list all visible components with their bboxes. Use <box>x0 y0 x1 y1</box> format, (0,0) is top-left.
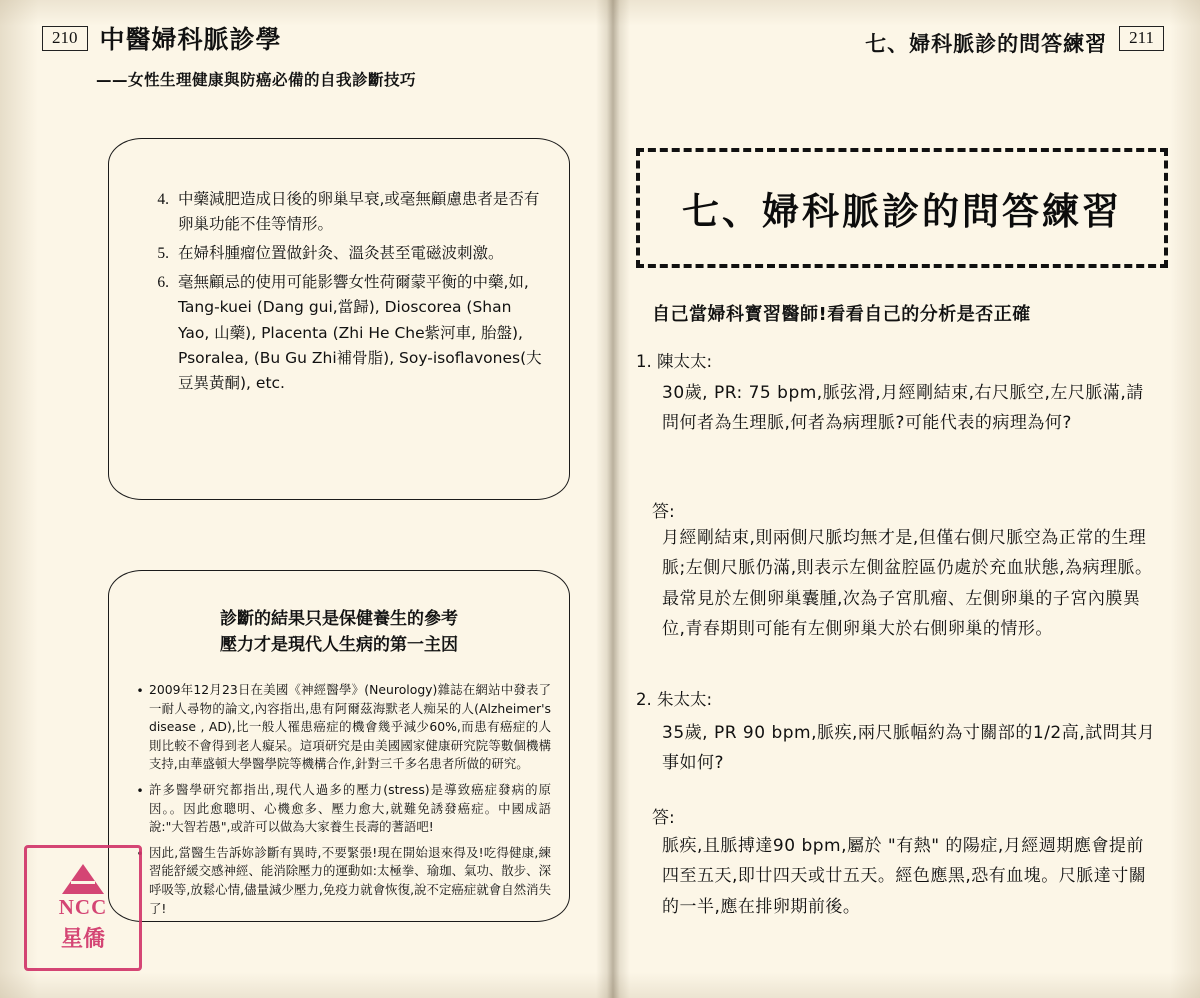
numbered-list <box>139 187 547 400</box>
bullet-text: 2009年12月23日在美國《神經醫學》(Neurology)雜誌在網站中發表了一耐人尋物的論文,內容指出,患有阿爾茲海默老人痴呆的人(Alzheimer's disease , AD),比一般人罹患癌症的機會幾乎減少60%,而患有癌症的人則比較不會得到老人癡呆。這項研究是由美國國家健康研究院等數個機構支持,由華盛頓大學醫學院等機構合作,針對三千多名患者所做的研究。 <box>149 682 551 772</box>
note-title-line-2: 壓力才是現代人生病的第一主因 <box>220 634 458 655</box>
note-box <box>108 570 570 922</box>
book-title: 中醫婦科脈診學 <box>99 25 282 54</box>
triangle-icon <box>62 864 104 894</box>
section-subhead: 自己當婦科寳習醫師!看看自己的分析是否正確 <box>652 304 1031 325</box>
list-item-text: 毫無顧忌的使用可能影響女性荷爾蒙平衡的中藥,如, Tang-kuei (Dang gui,當歸), Dioscorea (Shan Yao, 山藥), Placenta (Zhi He Che紫河車, 胎盤), Psoralea, (Bu Gu Zhi補骨脂), Soy-isoflavones(大豆異黃酮), etc. <box>178 273 542 392</box>
answer-2-label: 答: <box>652 808 675 828</box>
list-item <box>139 241 547 266</box>
question-1-text: 30歲, PR: 75 bpm,脈弦滑,月經剛結束,右尺脈空,左尺脈滿,請問何者為生理脈,何者為病理脈?可能代表的病理為何? <box>662 383 1144 434</box>
list-item <box>131 781 551 837</box>
list-item-number: 6. <box>157 274 169 292</box>
answer-1-label: 答: <box>652 502 675 522</box>
left-page-number: 210 <box>42 26 88 51</box>
answer-2-text: 脈疾,且脈搏達90 bpm,屬於 "有熱" 的陽症,月經週期應會提前四至五天,即廿四天或廿五天。經色應黑,恐有血塊。尺脈達寸關的一半,應在排卵期前後。 <box>662 836 1147 917</box>
stamp-line-1: NCC <box>58 894 108 919</box>
note-title-line-1: 診斷的結果只是保健養生的參考 <box>220 609 458 629</box>
ncc-stamp <box>24 845 142 971</box>
stamp-line-2: 星僑 <box>60 926 105 952</box>
list-item <box>131 681 551 774</box>
question-1-name: 陳太太: <box>657 352 713 371</box>
right-page-number: 211 <box>1119 26 1164 51</box>
question-2-number: 2. <box>636 690 652 709</box>
right-page-header <box>865 26 1164 58</box>
question-2-text: 35歲, PR 90 bpm,脈疾,兩尺脈幅約為寸關部的1/2高,試問其月事如何? <box>662 723 1156 774</box>
list-item <box>139 187 547 237</box>
bullet-icon: • <box>136 845 144 861</box>
question-2-name: 朱太太: <box>657 690 713 709</box>
left-page-header <box>42 26 282 54</box>
list-item-text: 在婦科腫瘤位置做針灸、溫灸甚至電磁波刺激。 <box>178 244 504 263</box>
list-item <box>139 270 547 396</box>
list-item-number: 5. <box>157 245 169 263</box>
section-title: 七、婦科脈診的問答練習 <box>682 190 1122 233</box>
numbered-list-box <box>108 138 570 500</box>
book-subtitle: ——女性生理健康與防癌必備的自我診斷技巧 <box>96 71 417 89</box>
question-1-number: 1. <box>636 352 652 371</box>
note-box-title <box>109 607 569 658</box>
list-item-number: 4. <box>157 191 169 208</box>
bullet-text: 因此,當醫生告訴妳診斷有異時,不要緊張!現在開始退來得及!吃得健康,練習能舒緩交感神經、能消除壓力的運動如:太極拳、瑜珈、氣功、散步、深呼吸等,放鬆心情,儘量減少壓力,免疫力就會恢復,說不定癌症就會自然消失了! <box>149 844 551 916</box>
section-title-box <box>636 148 1168 268</box>
answer-1-text: 月經剛結束,則兩側尺脈均無才是,但僅右側尺脈空為正常的生理脈;左側尺脈仍滿,則表示左側盆腔區仍處於充血狀態,為病理脈。最常見於左側卵巢囊腫,次為子宮肌瘤、左側卵巢的子宮內膜異位,青春期則可能有左側卵巢大於右側卵巢的情形。 <box>662 528 1153 639</box>
question-2-label <box>636 686 712 710</box>
question-1-label <box>636 348 712 372</box>
bullet-icon: • <box>136 683 144 698</box>
list-item-text: 中藥減肥造成日後的卵巢早衰,或毫無顧慮患者是否有卵巢功能不佳等情形。 <box>178 190 540 234</box>
bullet-text: 許多醫學研究都指出,現代人過多的壓力(stress)是導致癌症發病的原因。。因此愈聰明、心機愈多、壓力愈大,就難免誘發癌症。中國成語說:"大智若愚",或許可以做為大家養生長壽的蓍語吧! <box>149 782 551 835</box>
bullet-icon: • <box>136 783 144 799</box>
list-item <box>131 844 551 918</box>
chapter-title-header: 七、婦科脈診的問答練習 <box>865 32 1108 56</box>
note-bullet-list <box>131 681 551 925</box>
